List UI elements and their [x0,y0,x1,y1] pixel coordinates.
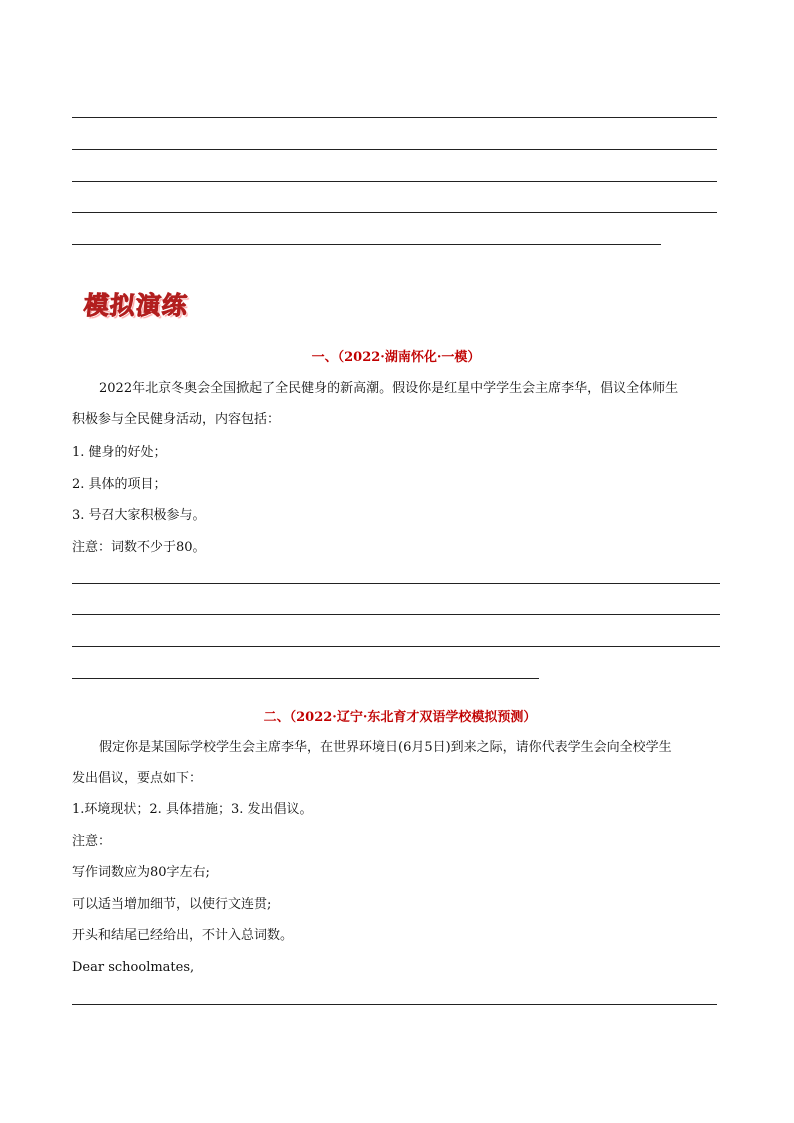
question-2-note: 开头和结尾已经给出，不计入总词数。 [72,928,294,943]
question-1-point: 3. 号召大家积极参与。 [72,508,206,523]
question-2-salutation: Dear schoolmates, [72,960,195,975]
writing-line [72,212,717,213]
answer-line [72,646,720,647]
answer-line [72,678,539,679]
question-2-text: 发出倡议，要点如下： [72,771,203,786]
answer-line [72,583,720,584]
question-2-points: 1.环境现状；2. 具体措施；3. 发出倡议。 [72,802,313,817]
writing-line [72,117,717,118]
writing-line [72,181,717,182]
question-1-text: 2022年北京冬奥会全国掀起了全民健身的新高潮。假设你是红星中学学生会主席李华，倡议全体师生 [99,381,679,396]
question-1-note: 注意：词数不少于80。 [72,540,206,555]
question-1-point: 1. 健身的好处； [72,445,167,460]
question-1-point: 2. 具体的项目； [72,477,167,492]
answer-line [72,1004,717,1005]
writing-line [72,244,661,245]
question-2-note: 可以适当增加细节，以使行文连贯; [72,897,272,912]
question-2-note: 写作词数应为80字左右; [72,865,210,880]
writing-line [72,149,717,150]
question-1-heading: 一、（2022·湖南怀化·一模） [311,350,481,365]
question-2-heading: 二、（2022·辽宁·东北育才双语学校模拟预测） [263,710,537,725]
question-2-note: 注意： [72,834,112,849]
question-1-text: 积极参与全民健身活动，内容包括： [72,412,281,427]
section-title: 模拟演练 [82,291,190,320]
answer-line [72,614,720,615]
question-2-text: 假定你是某国际学校学生会主席李华，在世界环境日(6月5日)到来之际，请你代表学生会向全校学生 [99,740,672,755]
